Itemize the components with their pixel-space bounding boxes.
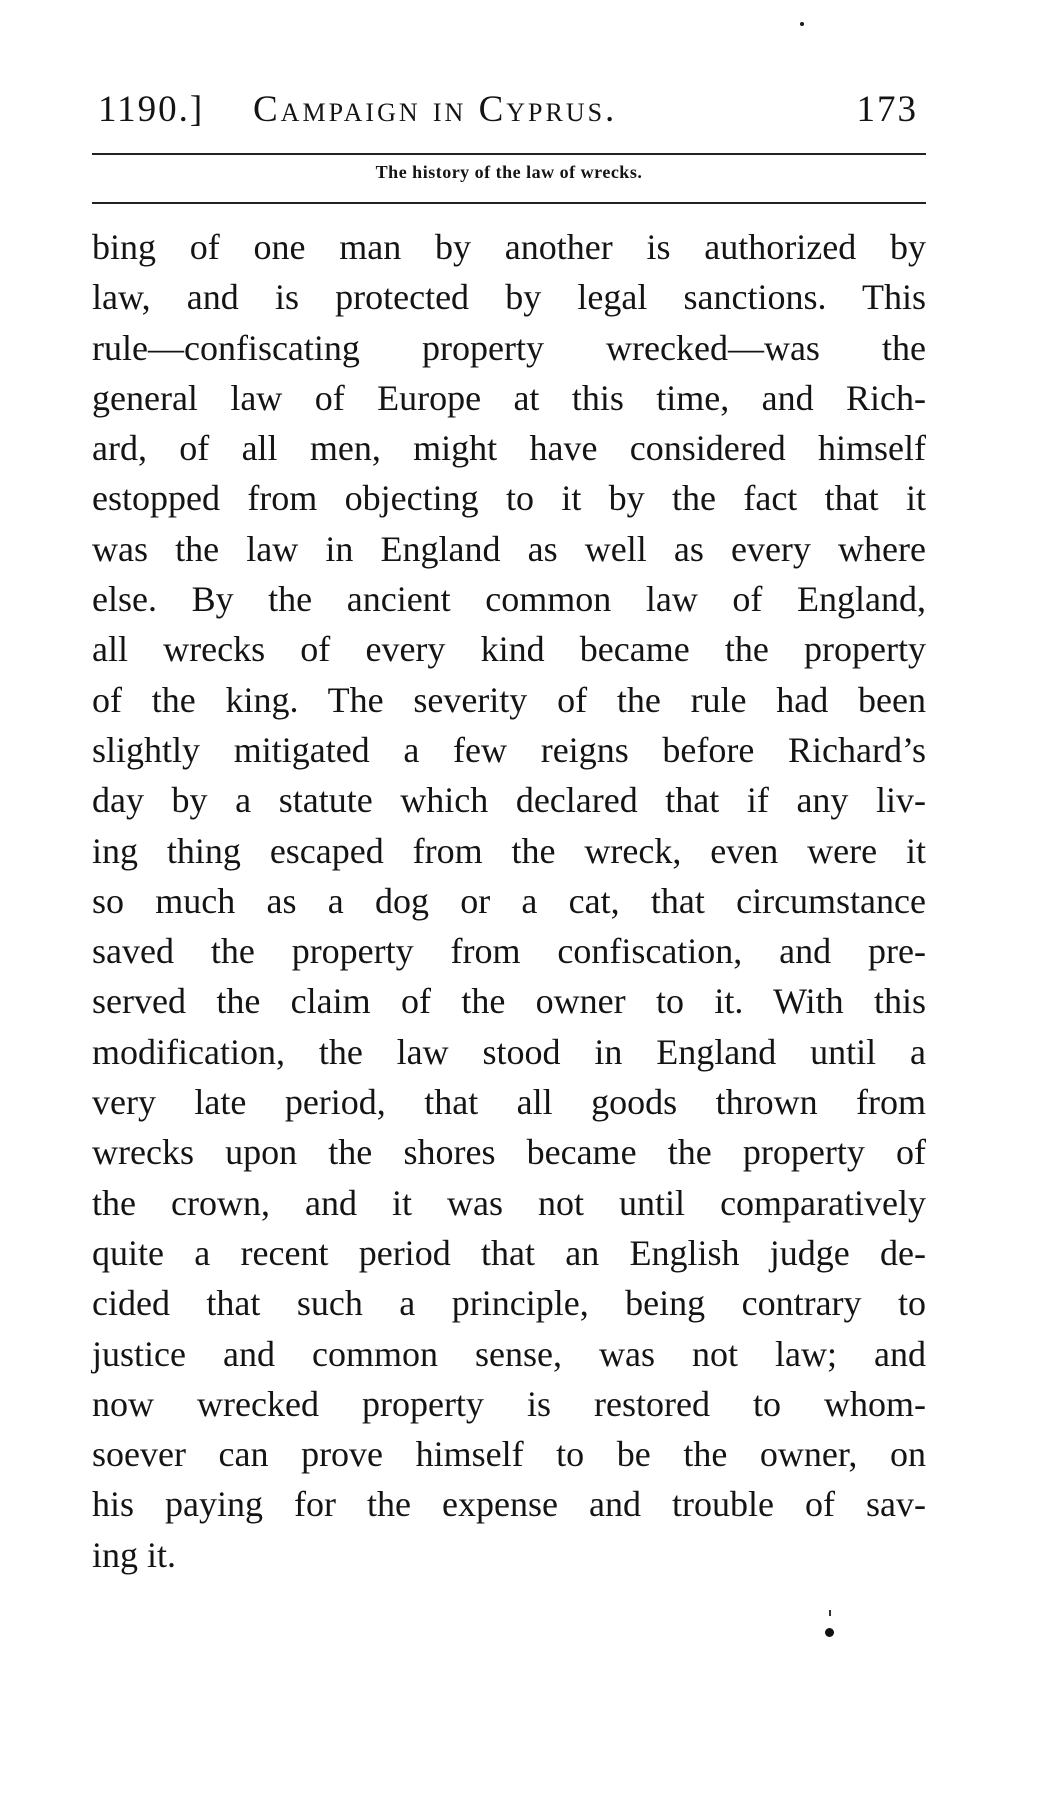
text-line: bing of one man by another is authorized by xyxy=(92,227,926,267)
text-line: slightly mitigated a few reigns before Richard’s xyxy=(92,729,926,770)
text-line: ing thing escaped from the wreck, even were it xyxy=(92,830,926,871)
text-line: served the claim of the owner to it. With this xyxy=(92,981,926,1022)
text-line: else. By the ancient common law of England, xyxy=(92,579,926,620)
text-line: modification, the law stood in England until a xyxy=(92,1031,926,1072)
text-line: was the law in England as well as every where xyxy=(92,528,926,569)
text-line: cided that such a principle, being contrary to xyxy=(92,1283,926,1324)
body-paragraph xyxy=(92,222,926,1580)
end-ornament xyxy=(823,1610,837,1640)
text-line: very late period, that all goods thrown from xyxy=(92,1082,926,1123)
text-line: general law of Europe at this time, and Rich- xyxy=(92,377,926,418)
text-line: soever can prove himself to be the owner, on xyxy=(92,1434,926,1475)
text-line: his paying for the expense and trouble of sav- xyxy=(92,1484,926,1525)
header-rule-bottom xyxy=(92,202,926,204)
running-head xyxy=(88,88,928,138)
page-number: 173 xyxy=(856,89,918,130)
text-line: saved the property from confiscation, and pre- xyxy=(92,931,926,972)
text-line: of the king. The severity of the rule had been xyxy=(92,679,926,720)
text-line: quite a recent period that an English judge de- xyxy=(92,1232,926,1273)
text-line: justice and common sense, was not law; and xyxy=(92,1333,926,1374)
text-line: ard, of all men, might have considered himself xyxy=(92,428,926,469)
running-head-title: Campaign in Cyprus. xyxy=(253,89,618,130)
text-line: estopped from objecting to it by the fact that it xyxy=(92,478,926,519)
text-line: so much as a dog or a cat, that circumstance xyxy=(92,880,926,921)
text-line: now wrecked property is restored to whom- xyxy=(92,1383,926,1424)
text-line: all wrecks of every kind became the property xyxy=(92,629,926,670)
text-line: rule—confiscating property wrecked—was the xyxy=(92,327,926,368)
section-subheading: The history of the law of wrecks. xyxy=(375,162,643,182)
text-line: wrecks upon the shores became the property of xyxy=(92,1132,926,1173)
text-line: law, and is protected by legal sanctions. This xyxy=(92,277,926,318)
text-line: day by a statute which declared that if any liv- xyxy=(92,780,926,821)
running-head-year: 1190.] xyxy=(98,89,205,130)
header-rule-top xyxy=(92,153,926,155)
text-line: ing it. xyxy=(92,1534,177,1575)
text-line: the crown, and it was not until comparatively xyxy=(92,1182,926,1223)
ink-speck xyxy=(800,22,804,26)
